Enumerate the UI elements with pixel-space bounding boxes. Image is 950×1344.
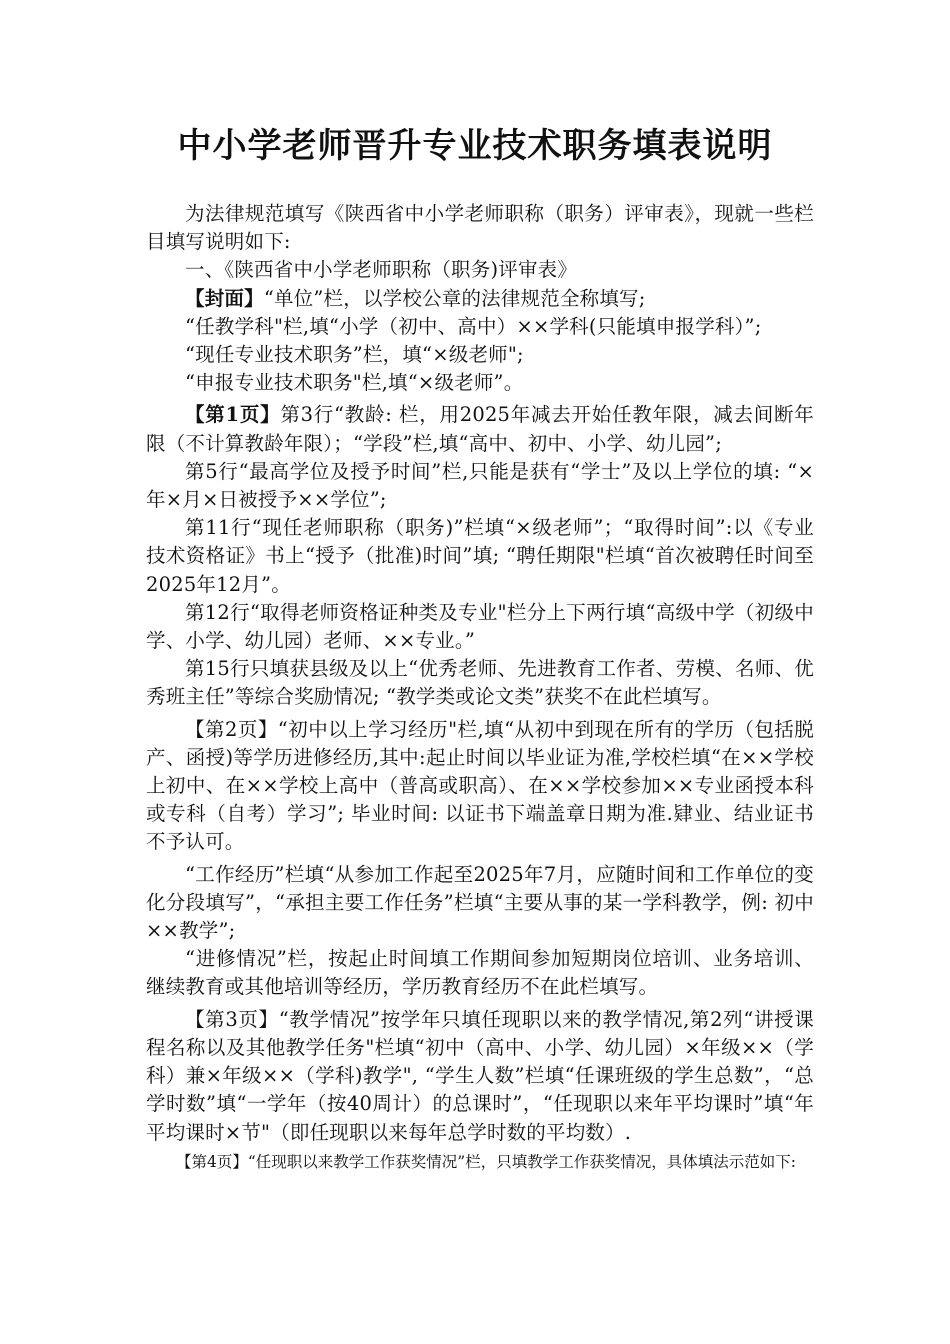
page1-awards-paragraph: 第15行只填获县级及以上“优秀老师、先进教育工作者、劳模、名师、优秀班主任”等综合奖励情况; “教学类或论文类”获奖不在此栏填写。 bbox=[146, 657, 814, 709]
page4-awards-paragraph: 【第4页】“任现职以来教学工作获奖情况”栏，只填教学工作获奖情况，具体填法示范如下: bbox=[176, 1152, 796, 1171]
page1-current-title-paragraph: 第11行“现任老师职称（职务)”栏填“×级老师”；“取得时间”:以《专业技术资格证》书上“授予（批准)时间”填; “聘任期限"栏填“首次被聘任时间至2025年12月”。 bbox=[146, 516, 814, 596]
cover-current-title-paragraph: “现任专业技术职务”栏，填“×级老师"; bbox=[185, 343, 524, 367]
page2-training-paragraph: “进修情况”栏，按起止时间填工作期间参加短期岗位培训、业务培训、继续教育或其他培训等经历，学历教育经历不在此栏填写。 bbox=[146, 947, 814, 999]
section-heading: 一、《陕西省中小学老师职称（职务)评审表》 bbox=[185, 258, 578, 282]
cover-unit-paragraph bbox=[146, 285, 814, 313]
page1-teaching-age-text: 第3行“教龄: 栏，用2025年减去开始任教年限，减去间断年限（不计算教龄年限）；“学段”栏,填“高中、初中、小学、幼儿园”; bbox=[146, 403, 814, 455]
page1-teaching-age-paragraph bbox=[146, 401, 814, 457]
page1-degree-paragraph: 第5行“最高学位及授予时间”栏,只能是获有“学士”及以上学位的填: “×年×月×日被授予××学位”; bbox=[146, 459, 814, 512]
cover-lead: 【封面】 bbox=[185, 286, 264, 310]
cover-unit-text: “单位”栏，以学校公章的法律规范全称填写; bbox=[263, 286, 646, 310]
page3-teaching-paragraph: 【第3页】“教学情况”按学年只填任现职以来的教学情况,第2列“讲授课程名称以及其他教学任务"栏填“初中（高中、小学、幼儿园）×年级××（学科）兼×年级××（学科)教学", “学生人数”栏填“任课班级的学生总数”，“总学时数”填“一学年（按40周计）的总课时”，“任现职以来年平均课时”填“年平均课时×节"（即任现职以来每年总学时数的平均数）. bbox=[146, 1007, 814, 1144]
page1-certificate-paragraph: 第12行“取得老师资格证种类及专业"栏分上下两行填“高级中学（初级中学、小学、幼儿园）老师、××专业。” bbox=[146, 600, 814, 653]
cover-subject-paragraph: “任教学科"栏,填“小学（初中、高中）××学科(只能填申报学科）”; bbox=[185, 314, 762, 338]
cover-apply-title-paragraph: “申报专业技术职务"栏,填“×级老师”。 bbox=[185, 371, 524, 395]
document-title: 中小学老师晋升专业技术职务填表说明 bbox=[177, 126, 773, 166]
page1-lead: 【第1页】 bbox=[185, 403, 281, 427]
page2-study-paragraph: 【第2页】“初中以上学习经历"栏,填“从初中到现在所有的学历（包括脱产、函授)等学历进修经历,其中:起止时间以毕业证为准,学校栏填“在××学校上初中、在××学校上高中（普高或职高）、在××学校参加××专业函授本科或专科（自考）学习”; 毕业时间: 以证书下端盖章日期为准.肄业、结业证书不予认可。 bbox=[146, 717, 814, 854]
page2-work-paragraph: “工作经历”栏填“从参加工作起至2025年7月，应随时间和工作单位的变化分段填写”，“承担主要工作任务”栏填“主要从事的某一学科教学，例: 初中××教学”; bbox=[146, 862, 814, 943]
document-body bbox=[146, 200, 814, 1173]
intro-paragraph: 为法律规范填写《陕西省中小学老师职称（职务）评审表》，现就一些栏目填写说明如下: bbox=[146, 202, 814, 254]
